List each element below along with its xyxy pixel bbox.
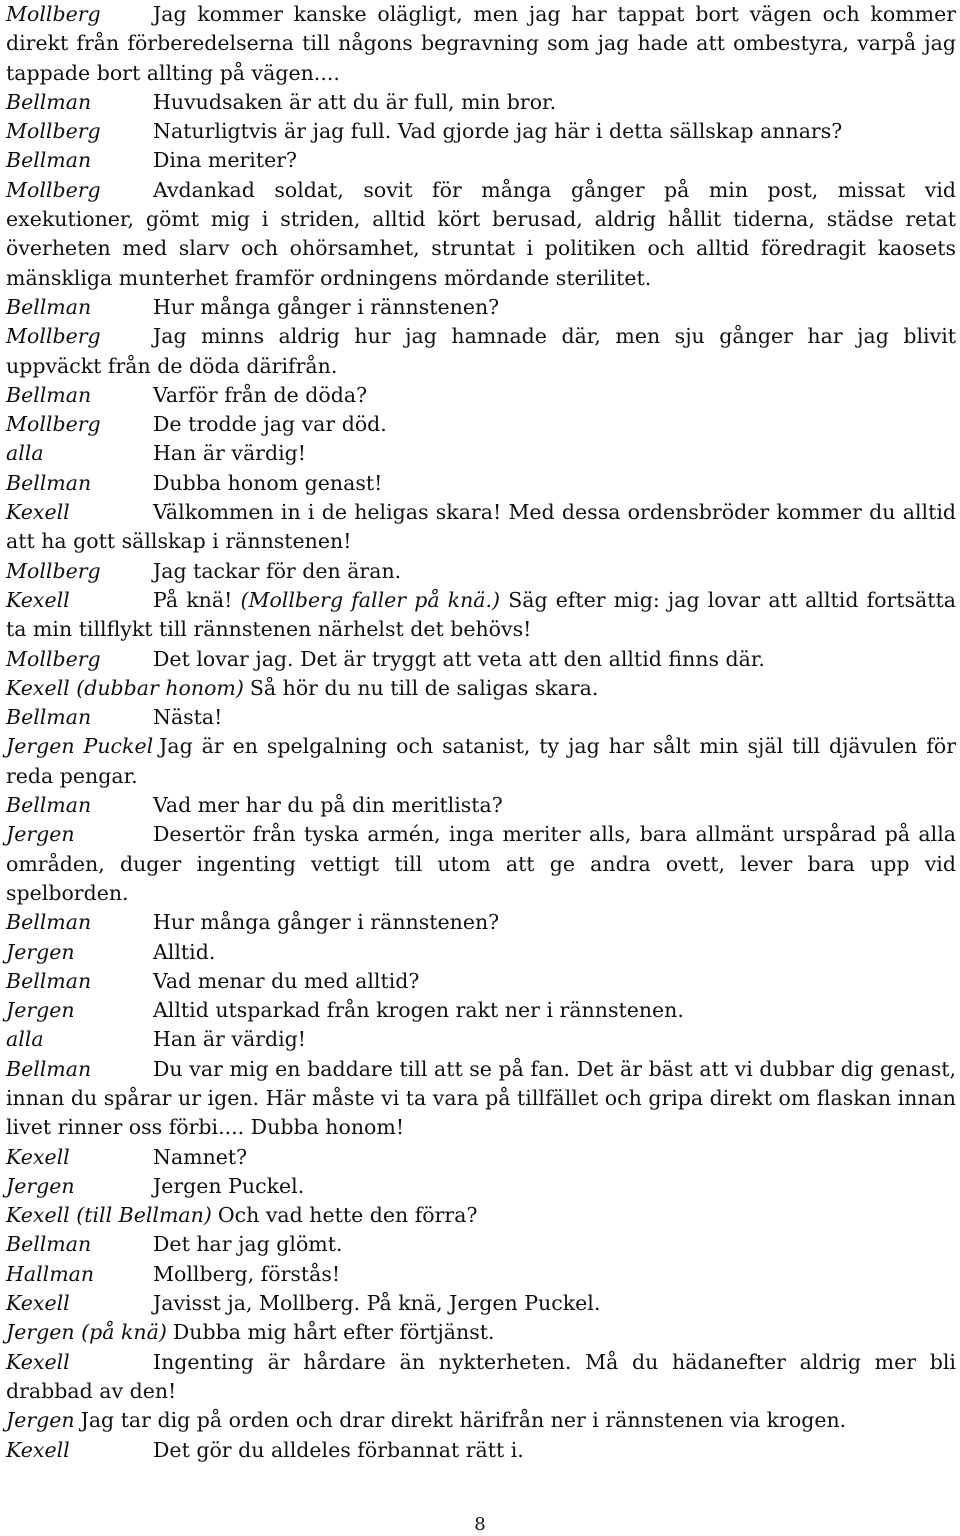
speaker-name: Jergen (på knä) [6, 1320, 167, 1345]
dialogue-line [6, 322, 956, 381]
dialogue-line [6, 586, 956, 645]
speaker-name: Kexell [6, 1144, 70, 1169]
dialogue-line [6, 410, 956, 439]
speaker-name: Mollberg [6, 646, 101, 671]
speaker-name: Bellman [6, 705, 92, 730]
dialogue-text-continued: Säg efter mig: jag lovar att alltid fortsätta ta min tillflykt till rännstenen närhelst det behövs! [6, 587, 956, 642]
speaker-name: Jergen [6, 1408, 75, 1433]
dialogue-text: Mollberg, förstås! [153, 1261, 341, 1286]
dialogue-text: Alltid. [153, 939, 216, 964]
dialogue-text: Jag tackar för den äran. [153, 558, 402, 583]
speaker-name: Kexell [6, 1349, 70, 1374]
dialogue-text: Dubba honom genast! [153, 470, 383, 495]
dialogue-line [6, 674, 956, 703]
dialogue-line [6, 703, 956, 732]
dialogue-line [6, 1201, 956, 1230]
speaker-name: Mollberg [6, 177, 101, 202]
dialogue-line [6, 1172, 956, 1201]
dialogue-text: Det gör du alldeles förbannat rätt i. [153, 1437, 524, 1462]
page-number: 8 [474, 1514, 486, 1535]
speaker-name: Bellman [6, 148, 92, 173]
dialogue-line [6, 1230, 956, 1259]
dialogue-text: Det har jag glömt. [153, 1232, 343, 1257]
speaker-name: Bellman [6, 793, 92, 818]
dialogue-text: Det lovar jag. Det är tryggt att veta att den alltid finns där. [153, 646, 765, 671]
speaker-name: Kexell (till Bellman) [6, 1203, 212, 1228]
dialogue-text: Jag kommer kanske olägligt, men jag har tappat bort vägen och kommer direkt från förberedelserna till någons begravning som jag hade att ombestyra, varpå jag tappade bort allting på vägen.... [6, 2, 956, 85]
speaker-name: Mollberg [6, 324, 101, 349]
dialogue-line [6, 1143, 956, 1172]
dialogue-text: Han är värdig! [153, 441, 306, 466]
dialogue-line [6, 1436, 956, 1465]
dialogue-line [6, 820, 956, 908]
dialogue-text: På knä! [153, 587, 233, 612]
dialogue-line [6, 88, 956, 117]
dialogue-line [6, 293, 956, 322]
speaker-name: Kexell [6, 587, 70, 612]
dialogue-text: Så hör du nu till de saligas skara. [249, 675, 599, 700]
dialogue-line [6, 469, 956, 498]
speaker-name: alla [6, 1027, 44, 1052]
dialogue-line [6, 381, 956, 410]
dialogue-text: Välkommen in i de heligas skara! Med dessa ordensbröder kommer du alltid att ha gott sällskap i rännstenen! [6, 500, 956, 554]
dialogue-line [6, 732, 956, 791]
speaker-name: Bellman [6, 294, 92, 319]
dialogue-line [6, 908, 956, 937]
dialogue-text: Jag minns aldrig hur jag hamnade där, men sju gånger har jag blivit uppväckt från de döda därifrån. [6, 324, 956, 378]
dialogue-text: De trodde jag var död. [153, 412, 387, 437]
dialogue-text: Hur många gånger i rännstenen? [153, 294, 500, 319]
dialogue-line [6, 1318, 956, 1347]
dialogue-line [6, 439, 956, 468]
speaker-name: Hallman [6, 1261, 95, 1286]
speaker-name: Bellman [6, 470, 92, 495]
dialogue-line [6, 1406, 956, 1435]
dialogue-line [6, 1055, 956, 1143]
speaker-name: Bellman [6, 910, 92, 935]
dialogue-line [6, 1025, 956, 1054]
dialogue-line [6, 938, 956, 967]
dialogue-text: Han är värdig! [153, 1027, 306, 1052]
dialogue-line [6, 0, 956, 88]
dialogue-text: Jergen Puckel. [153, 1173, 305, 1198]
speaker-name: Jergen [6, 1173, 75, 1198]
dialogue-line [6, 645, 956, 674]
dialogue-text: Jag är en spelgalning och satanist, ty jag har sålt min själ till djävulen för reda pengar. [6, 734, 956, 788]
document-page [6, 0, 956, 1465]
dialogue-line [6, 117, 956, 146]
dialogue-line [6, 791, 956, 820]
dialogue-text: Desertör från tyska armén, inga meriter alls, bara allmänt urspårad på alla områden, duger ingenting vettigt till utom att ge andra ovett, lever bara upp vid spelborden. [6, 822, 956, 905]
speaker-name: Jergen [6, 939, 75, 964]
dialogue-line [6, 1260, 956, 1289]
dialogue-text: Naturligtvis är jag full. Vad gjorde jag här i detta sällskap annars? [153, 119, 843, 144]
speaker-name: Kexell [6, 1291, 70, 1316]
speaker-name: Jergen [6, 998, 75, 1023]
dialogue-text: Javisst ja, Mollberg. På knä, Jergen Puckel. [153, 1291, 601, 1316]
dialogue-line [6, 996, 956, 1025]
speaker-name: Bellman [6, 89, 92, 114]
dialogue-line [6, 498, 956, 557]
dialogue-line [6, 967, 956, 996]
dialogue-text: Huvudsaken är att du är full, min bror. [153, 89, 557, 114]
dialogue-text: Hur många gånger i rännstenen? [153, 910, 500, 935]
dialogue-text: Vad menar du med alltid? [153, 968, 420, 993]
dialogue-text: Alltid utsparkad från krogen rakt ner i rännstenen. [153, 998, 684, 1023]
dialogue-text: Dina meriter? [153, 148, 298, 173]
speaker-name: Bellman [6, 1232, 92, 1257]
dialogue-text: Du var mig en baddare till att se på fan. Det är bäst att vi dubbar dig genast, innan du spårar ur igen. Här måste vi ta vara på tillfället och gripa direkt om flaskan innan livet rinner oss förbi.... Dubba honom! [6, 1056, 956, 1140]
speaker-name: Bellman [6, 968, 92, 993]
speaker-name: Kexell [6, 500, 70, 525]
speaker-name: Bellman [6, 1056, 92, 1081]
dialogue-line [6, 146, 956, 175]
speaker-name: Mollberg [6, 412, 101, 437]
dialogue [6, 0, 956, 1465]
stage-direction: (Mollberg faller på knä.) [240, 587, 501, 612]
dialogue-line [6, 1348, 956, 1407]
dialogue-line [6, 557, 956, 586]
speaker-name: Bellman [6, 382, 92, 407]
speaker-name: Kexell (dubbar honom) [6, 675, 244, 700]
dialogue-text: Namnet? [153, 1144, 248, 1169]
speaker-name: Jergen [6, 822, 75, 847]
speaker-name: Kexell [6, 1437, 70, 1462]
dialogue-text: Och vad hette den förra? [217, 1203, 478, 1228]
dialogue-text: Ingenting är hårdare än nykterheten. Må du hädanefter aldrig mer bli drabbad av den! [6, 1349, 956, 1403]
dialogue-text: Varför från de döda? [153, 382, 368, 407]
dialogue-text: Dubba mig hårt efter förtjänst. [172, 1320, 495, 1345]
speaker-name: alla [6, 441, 44, 466]
dialogue-line [6, 176, 956, 293]
speaker-name: Mollberg [6, 2, 101, 26]
dialogue-text: Vad mer har du på din meritlista? [153, 793, 503, 818]
dialogue-text: Nästa! [153, 705, 223, 730]
dialogue-text: Avdankad soldat, sovit för många gånger på min post, missat vid exekutioner, gömt mig i striden, alltid kört berusad, aldrig hållit tiderna, städse retat överheten med slarv och ohörsamhet, struntat i politiken och alltid föredragit kaosets mänskliga munterhet framför ordningens mördande sterilitet. [6, 177, 956, 290]
speaker-name: Mollberg [6, 119, 101, 144]
dialogue-line [6, 1289, 956, 1318]
speaker-name: Jergen Puckel [6, 734, 154, 759]
speaker-name: Mollberg [6, 558, 101, 583]
dialogue-text: Jag tar dig på orden och drar direkt härifrån ner i rännstenen via krogen. [80, 1408, 847, 1433]
